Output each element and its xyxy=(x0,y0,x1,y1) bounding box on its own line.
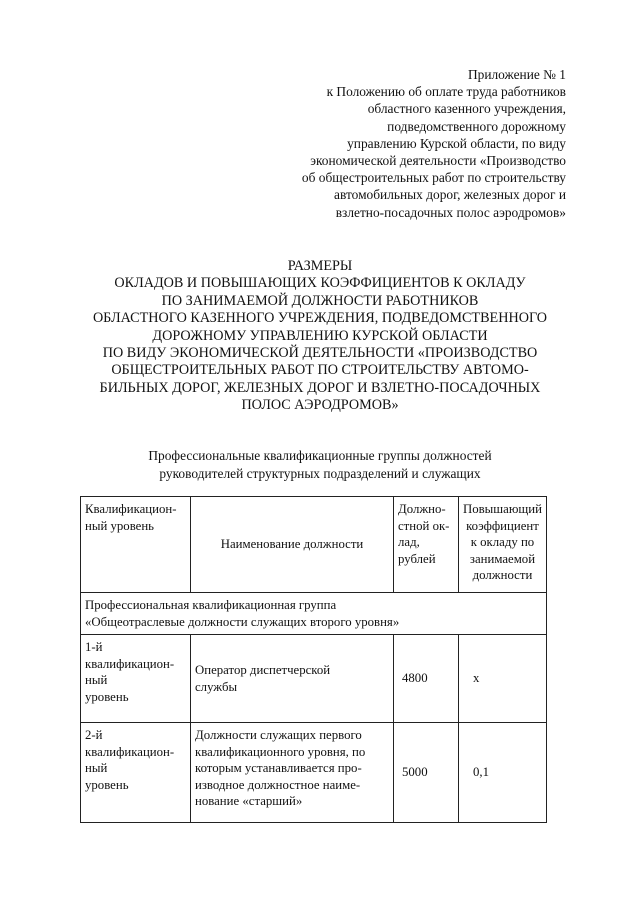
title-line: ПО ВИДУ ЭКОНОМИЧЕСКОЙ ДЕЯТЕЛЬНОСТИ «ПРОИЗВОДСТВО xyxy=(102,345,538,362)
group-heading-line: «Общеотраслевые должности служащих второго уровня» xyxy=(85,614,400,629)
cell-position-line: службы xyxy=(195,679,238,694)
cell-level xyxy=(81,635,191,723)
header-salary-line: стной ок- xyxy=(398,518,450,533)
group-heading-line: Профессиональная квалификационная группа xyxy=(85,598,337,612)
title-line: ПО ЗАНИМАЕМОЙ ДОЛЖНОСТИ РАБОТНИКОВ xyxy=(161,292,479,309)
cell-coefficient: 0,1 xyxy=(459,723,547,823)
title-line: РАЗМЕРЫ xyxy=(287,258,353,274)
title-line: ПОЛОС АЭРОДРОМОВ» xyxy=(241,397,399,414)
header-level-line: ный уровень xyxy=(85,518,155,533)
cell-salary: 5000 xyxy=(394,723,459,823)
appendix-line: к Положению об оплате труда работников xyxy=(326,84,566,100)
cell-level xyxy=(81,723,191,823)
section-subtitle xyxy=(60,447,580,483)
header-salary-line: рублей xyxy=(398,551,436,566)
cell-coefficient: х xyxy=(459,635,547,723)
table-group-row xyxy=(81,593,547,635)
appendix-line: подведомственного дорожному xyxy=(387,118,566,134)
cell-level-line: уровень xyxy=(85,689,129,704)
header-level-line: Квалификацион- xyxy=(85,502,177,516)
table-row xyxy=(81,635,547,723)
cell-position xyxy=(191,635,394,723)
appendix-line: Приложение № 1 xyxy=(467,67,566,82)
header-level xyxy=(81,497,191,593)
header-coefficient-line: занимаемой xyxy=(469,551,536,566)
header-coefficient xyxy=(459,497,547,593)
subtitle-line: Профессиональные квалификационные группы должностей xyxy=(148,448,492,463)
appendix-line: взлетно-посадочных полос аэродромов» xyxy=(335,204,566,220)
cell-level-line: квалификацион- xyxy=(85,656,175,671)
cell-position-line: изводное должностное наиме- xyxy=(195,777,361,792)
title-line: ОКЛАДОВ И ПОВЫШАЮЩИХ КОЭФФИЦИЕНТОВ К ОКЛАДУ xyxy=(114,275,526,292)
header-coefficient-line: к окладу по xyxy=(470,535,535,549)
header-position: Наименование должности xyxy=(191,497,394,593)
cell-level-line: уровень xyxy=(85,777,129,792)
appendix-line: областного казенного учреждения, xyxy=(367,101,566,117)
header-coefficient-line: должности xyxy=(472,568,533,582)
appendix-line: управлению Курской области, по виду xyxy=(347,135,566,151)
header-salary xyxy=(394,497,459,593)
header-salary-line: лад, xyxy=(398,535,420,549)
title-line: ДОРОЖНОМУ УПРАВЛЕНИЮ КУРСКОЙ ОБЛАСТИ xyxy=(152,327,488,344)
subtitle-line: руководителей структурных подразделений и служащих xyxy=(159,466,481,481)
cell-level-line: 2-й xyxy=(85,728,103,742)
cell-position-line: Должности служащих первого xyxy=(195,728,362,742)
cell-position-line: которым устанавливается про- xyxy=(195,761,362,775)
title-line: ОБЩЕСТРОИТЕЛЬНЫХ РАБОТ ПО СТРОИТЕЛЬСТВУ АВТОМО- xyxy=(111,362,529,379)
cell-level-line: ный xyxy=(85,673,108,687)
appendix-note xyxy=(236,66,566,221)
appendix-line: экономической деятельности «Производство xyxy=(310,153,566,169)
salary-table xyxy=(80,496,547,823)
header-coefficient-line: Повышающий xyxy=(463,502,542,516)
appendix-line: об общестроительных работ по строительству xyxy=(301,170,566,186)
title-line: БИЛЬНЫХ ДОРОГ, ЖЕЛЕЗНЫХ ДОРОГ И ВЗЛЕТНО-ПОСАДОЧНЫХ xyxy=(99,379,541,396)
cell-position-line: Оператор диспетчерской xyxy=(195,663,331,677)
group-heading xyxy=(81,593,547,635)
cell-level-line: квалификацион- xyxy=(85,744,175,759)
header-salary-line: Должно- xyxy=(398,502,446,516)
appendix-line: автомобильных дорог, железных дорог и xyxy=(334,187,566,203)
cell-salary: 4800 xyxy=(394,635,459,723)
title-line: ОБЛАСТНОГО КАЗЕННОГО УЧРЕЖДЕНИЯ, ПОДВЕДОМСТВЕННОГО xyxy=(92,310,548,327)
table-row xyxy=(81,723,547,823)
cell-position-line: квалификационного уровня, по xyxy=(195,744,366,759)
document-title xyxy=(60,258,580,415)
cell-position xyxy=(191,723,394,823)
cell-position-line: нование «старший» xyxy=(195,794,303,808)
cell-level-line: ный xyxy=(85,761,108,775)
cell-level-line: 1-й xyxy=(85,640,103,654)
table-header-row xyxy=(81,497,547,593)
header-coefficient-line: коэффициент xyxy=(466,518,539,533)
